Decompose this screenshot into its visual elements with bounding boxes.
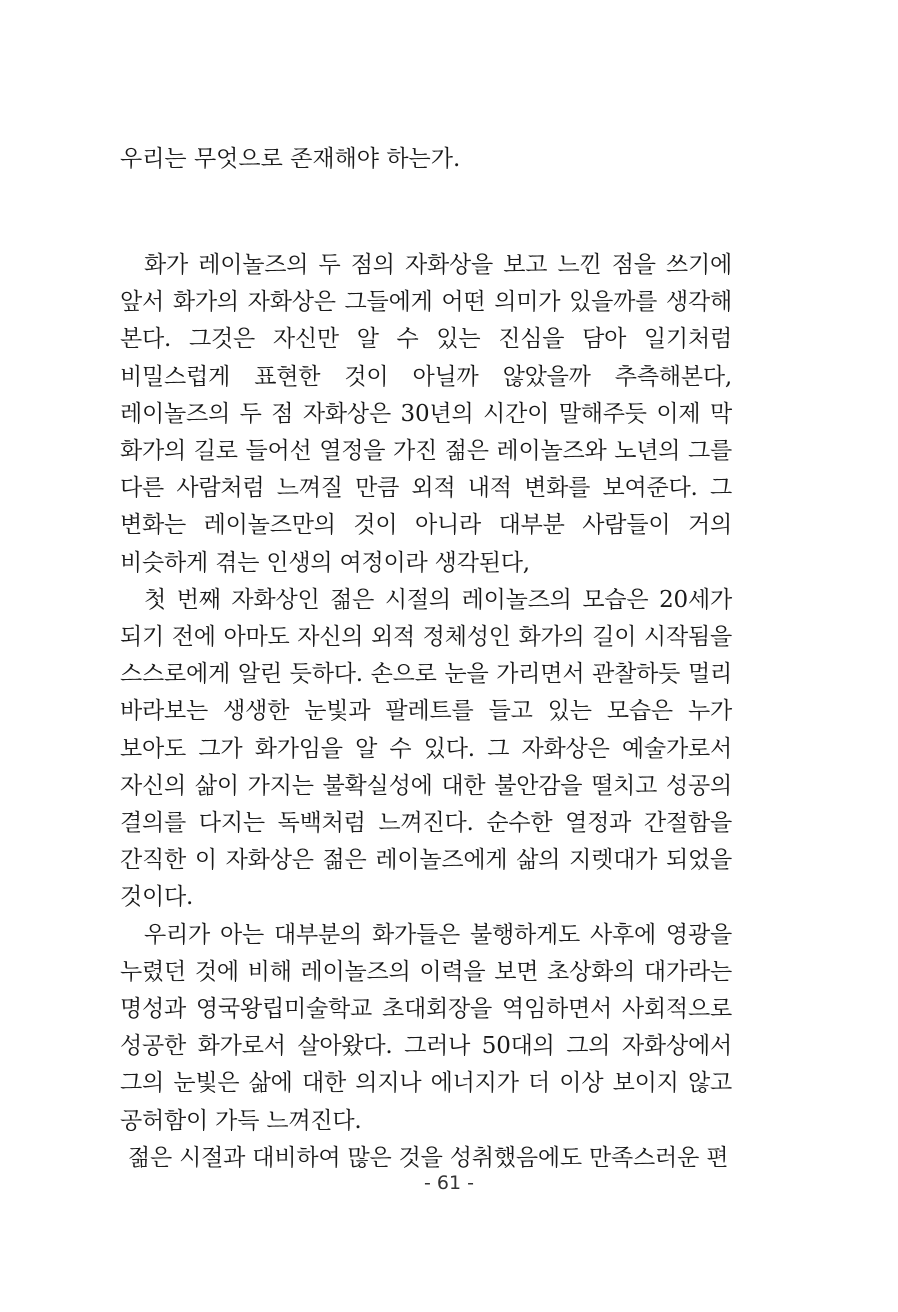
body-text <box>120 247 732 1177</box>
paragraph-first-self-portrait: 첫 번째 자화상인 젊은 시절의 레이놀즈의 모습은 20세가 되기 전에 아마도 자신의 외적 정체성인 화가의 길이 시작됨을 스스로에게 알린 듯하다. 손으로 눈을 가리면서 관찰하듯 멀리 바라보는 생생한 눈빛과 팔레트를 들고 있는 모습은 누가 보아도 그가 화가임을 알 수 있다. 그 자화상은 예술가로서 자신의 삶이 가지는 불확실성에 대한 불안감을 떨치고 성공의 결의를 다지는 독백처럼 느껴진다. 순수한 열정과 간절함을 간직한 이 자화상은 젊은 레이놀즈에게 삶의 지렛대가 되었을 것이다. <box>120 586 732 911</box>
paragraph-self-portrait-meaning: 화가 레이놀즈의 두 점의 자화상을 보고 느낀 점을 쓰기에 앞서 화가의 자화상은 그들에게 어떤 의미가 있을까를 생각해 본다. 그것은 자신만 알 수 있는 진심을 담아 일기처럼 비밀스럽게 표현한 것이 아닐까 않았을까 추측해본다, 레이놀즈의 두 점 자화상은 30년의 시간이 말해주듯 이제 막 화가의 길로 들어선 열정을 가진 젊은 레이놀즈와 노년의 그를 다른 사람처럼 느껴질 만큼 외적 내적 변화를 보여준다. 그 변화는 레이놀즈만의 것이 아니라 대부분 사람들이 거의 비슷하게 겪는 인생의 여정이라 생각된다, <box>120 252 732 576</box>
page-number: - 61 - <box>424 1172 474 1194</box>
opening-line: 우리는 무엇으로 존재해야 하는가. <box>120 146 461 172</box>
paragraph-later-career: 우리가 아는 대부분의 화가들은 불행하게도 사후에 영광을 누렸던 것에 비해 레이놀즈의 이력을 보면 초상화의 대가라는 명성과 영국왕립미술학교 초대회장을 역임하면서 사회적으로 성공한 화가로서 살아왔다. 그러나 50대의 그의 자화상에서 그의 눈빛은 삶에 대한 의지나 에너지가 더 이상 보이지 않고 공허함이 가득 느껴진다. <box>120 921 732 1134</box>
paragraph-contrast: 젊은 시절과 대비하여 많은 것을 성취했음에도 만족스러운 편 <box>128 1144 729 1171</box>
